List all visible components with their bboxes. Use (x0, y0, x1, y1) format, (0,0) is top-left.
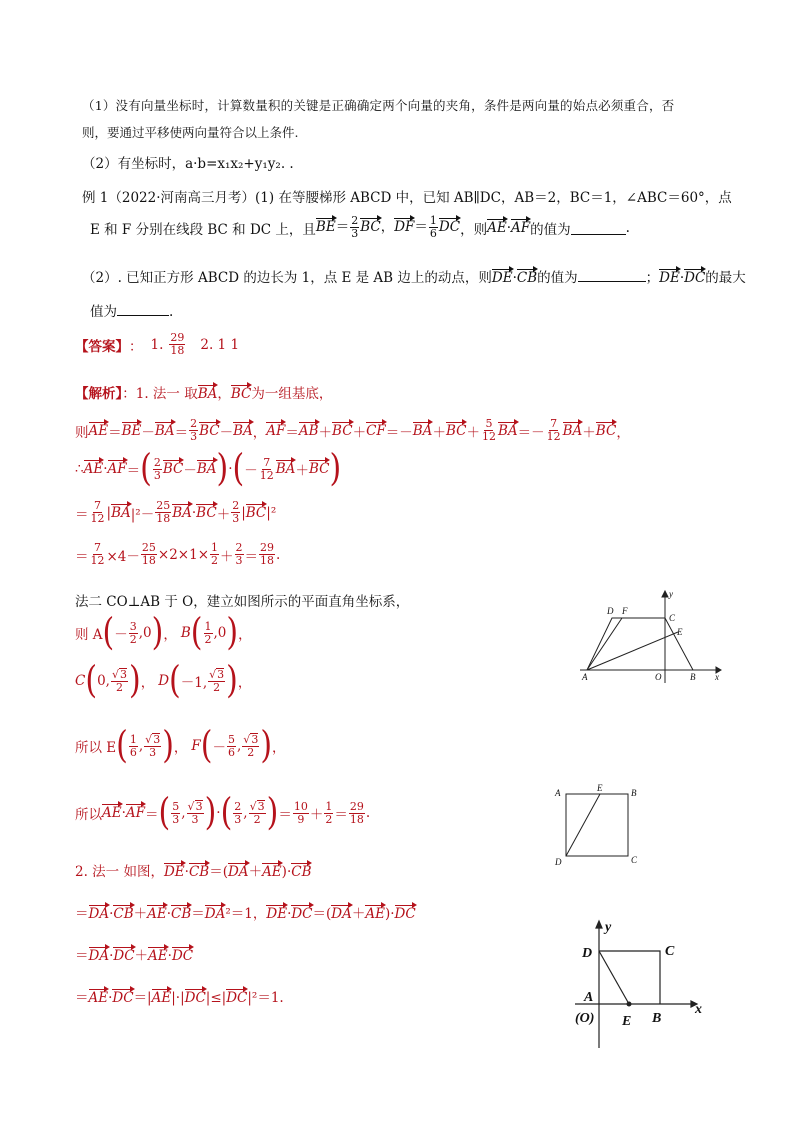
label-F: F (622, 606, 628, 616)
analysis-intro-b: 为一组基底， (251, 386, 333, 402)
example-q1-line2: E 和 F 分别在线段 BC 和 DC 上，且 BE＝ $\frac{2}{3}$ BC，DF＝ $\frac{1}{6}$ DC ，则 AE·AF 的值为 . (90, 214, 630, 240)
method2-title: 法二 CO⊥AB 于 O，建立如图所示的平面直角坐标系， (75, 594, 410, 610)
part2-line-4: ＝AE·DC＝|AE|·|DC|≤|DC|²＝1. (75, 990, 284, 1006)
label-C: C (669, 613, 676, 623)
answer-line (75, 332, 239, 357)
answer-blank (117, 302, 169, 316)
coords-result: 所以 AE · AF ＝ ( $\frac{5}{3}$ , $\frac{√3}{3}$ ) · ( $\frac{2}{3}$ , $\frac{√3}{2}$ ) ＝ $\frac{10}{9}$ ＋ $\frac{1}{2}$ ＝ $\frac{29}{18}$ . (75, 790, 371, 835)
label-B: B (690, 672, 696, 682)
label-y: y (669, 589, 673, 599)
analysis-eq-2: ∴ AE · AF ＝ ( $\frac{2}{3}$ BC － BA ) · ( － $\frac{7}{12}$ BA ＋ BC ) (75, 446, 342, 491)
square-coord-figure (565, 915, 715, 1050)
answer-1-frac (169, 332, 185, 357)
coords-ef: 所以 E ( $\frac{1}{6}$ , $\frac{√3}{3}$ ) ， F ( － $\frac{5}{6}$ , $\frac{√3}{2}$ ) ， (75, 723, 286, 768)
so-e: 所以 E (75, 740, 117, 756)
part2-line-3: ＝DA·DC＋AE·DC (75, 948, 194, 964)
answer-1-num: 29 (170, 331, 185, 344)
vec-expr: BE＝ $\frac{2}{3}$ BC，DF＝ $\frac{1}{6}$ DC (315, 214, 461, 240)
answer-blank (571, 221, 626, 235)
note-1-line-2: 则，要通过平移使两向量符合以上条件. (82, 125, 299, 140)
vec-expr: AE·AF (487, 219, 531, 236)
label-x: x (695, 1002, 702, 1017)
analysis-eq-3: ＝ $\frac{7}{12}$ | BA |²－ $\frac{25}{18}$ BA · BC ＋ $\frac{2}{3}$ | BC |² (75, 499, 277, 525)
label-x: x (715, 672, 719, 682)
q1-text-a: E 和 F 分别在线段 BC 和 DC 上，且 (90, 221, 316, 238)
label-A: A (555, 788, 561, 798)
label-A: A (582, 672, 588, 682)
analysis-label: 【解析】 (75, 386, 123, 402)
answer-1: 1. (150, 336, 164, 353)
coords-cd: C ( 0, $\frac{√3}{2}$ ) ， D ( －1, $\frac{√3}{2}$ ) ， (75, 658, 252, 703)
q2-text-e: 值为 (90, 304, 117, 320)
coords-then: 则 A (75, 627, 103, 643)
answer-sep: ： (129, 338, 143, 355)
label-D: D (555, 857, 562, 867)
label-D: D (582, 946, 593, 961)
answer-blank (578, 268, 646, 282)
answer-label: 【答案】 (75, 338, 129, 355)
part2-line-2: ＝DA·CB＋AE·CB＝DA²＝1，DE·DC＝(DA＋AE)·DC (75, 906, 416, 922)
note-1-line-1: （1）没有向量坐标时，计算数量积的关键是正确确定两个向量的夹角，条件是两向量的始点必须重合，否 (82, 98, 675, 113)
q2-text-d: 的最大 (705, 270, 746, 286)
label-y: y (605, 920, 612, 935)
analysis-eq-4: ＝ $\frac{7}{12}$ ×4－ $\frac{25}{18}$ ×2×1× $\frac{1}{2}$ ＋ $\frac{2}{3}$ ＝ $\frac{29}{18}$ . (75, 541, 281, 567)
label-O: O (655, 672, 662, 682)
q2-text-c: ； (645, 270, 660, 286)
so-2: 所以 (75, 807, 102, 823)
q2-text-b: 的值为 (537, 270, 578, 286)
q1-text-c: 的值为 (530, 221, 571, 238)
label-E: E (597, 783, 603, 793)
label-B: B (652, 1011, 662, 1026)
label-E: E (677, 627, 683, 637)
answer-2: 2. 1 1 (200, 336, 240, 353)
example-q2-line1: （2）. 已知正方形 ABCD 的边长为 1，点 E 是 AB 边上的动点，则DE·CB的值为 ；DE·DC的最大 (82, 270, 746, 286)
example-q2-line2: 值为 . (90, 304, 174, 320)
label-C: C (631, 855, 638, 865)
q2-text-a: （2）. 已知正方形 ABCD 的边长为 1，点 E 是 AB 边上的动点，则 (82, 270, 492, 286)
trapezoid-figure (575, 585, 725, 685)
example-label: 例 1（2022·河南高三月考）(1) 在等腰梯形 ABCD 中，已知 AB∥DC，AB＝2，BC＝1，∠ABC＝60°，点 (82, 190, 732, 206)
analysis-intro: 【解析】：1. 法一 取BA，BC为一组基底， (75, 386, 333, 402)
part2-line-1: 2. 法一 如图，DE·CB＝(DA＋AE)·CB (75, 864, 312, 880)
label-O: (O) (575, 1011, 595, 1026)
part2-title: 2. 法一 如图， (75, 864, 164, 880)
q1-text-b: ，则 (460, 221, 488, 238)
analysis-eq-1: 则 AE ＝ BE － BA ＝ $\frac{2}{3}$ BC － BA ， AF ＝ AB ＋ BC ＋ CF ＝－ BA ＋ BC ＋ $\frac{5}{12}$ BA ＝－ $\frac{7}{12}$ BA ＋ BC ， (75, 417, 630, 443)
note-2: （2）有坐标时，a·b=x₁x₂+y₁y₂. . (82, 156, 294, 172)
label-E: E (622, 1014, 632, 1029)
analysis-intro-a: ：1. 法一 取 (122, 386, 198, 402)
answer-1-den: 18 (170, 344, 185, 357)
label-B: B (631, 788, 637, 798)
coords-ab: 则 A ( － $\frac{3}{2}$ ,0 ) ， B ( $\frac{1}{2}$ ,0 ) ， (75, 610, 252, 655)
label-C: C (665, 944, 675, 959)
label-A: A (584, 990, 594, 1005)
square-figure (550, 780, 650, 870)
label-D: D (607, 606, 614, 616)
